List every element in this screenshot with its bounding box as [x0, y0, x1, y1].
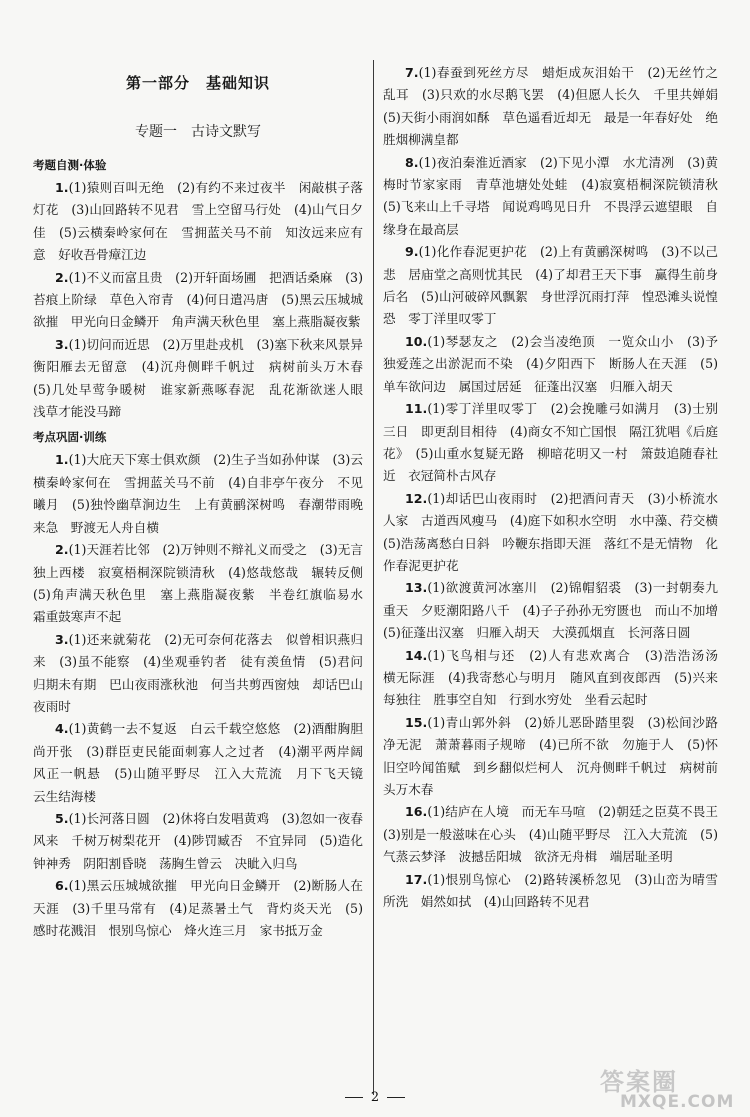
item-number: 1.: [55, 452, 69, 468]
item-number: 17.: [405, 871, 428, 887]
item-number: 2.: [55, 542, 69, 558]
item-text: (1)切问而近思 (2)万里赴戎机 (3)塞下秋来风景异 衡阳雁去无留意 (4)沉舟侧畔千帆过 病树前头万木春 (5)几处早莺争暖树 谁家新燕啄春泥 乱花渐欲迷人眼 浅草才能没马蹄: [33, 336, 376, 420]
item-text: (1)长河落日圆 (2)休将白发唱黄鸡 (3)忽如一夜春风来 千树万树梨花开 (4)陟罚臧否 不宜异同 (5)造化钟神秀 阴阳割昏晓 荡胸生曾云 决眦入归鸟: [33, 810, 363, 871]
answer-item: [383, 645, 731, 712]
item-number: 4.: [55, 721, 69, 737]
item-number: 3.: [55, 336, 69, 352]
item-text: (1)黄鹤一去不复返 白云千载空悠悠 (2)酒酣胸胆尚开张 (3)群臣吏民能面刺寡人之过者 (4)潮平两岸阔 风正一帆悬 (5)山随平野尽 江入大荒流 月下飞天镜 云生结海楼: [33, 721, 376, 804]
item-number: 11.: [405, 401, 428, 417]
answer-item: [33, 718, 376, 808]
item-number: 9.: [405, 244, 419, 260]
item-number: 10.: [405, 333, 428, 349]
answer-item: [383, 712, 718, 802]
left-column: [33, 62, 376, 942]
item-text: (1)青山郭外斜 (2)娇儿恶卧踏里裂 (3)松间沙路净无泥 萧萧暮雨子规啼 (4)已所不欲 勿施于人 (5)怀旧空吟闻笛赋 到乡翻似烂柯人 沉舟侧畔千帆过 病树前头万木春: [383, 714, 718, 797]
item-number: 15.: [405, 714, 428, 730]
item-text: (1)化作春泥更护花 (2)上有黄鹂深树鸣 (3)不以己悲 居庙堂之高则忧其民 (4)了却君王天下事 赢得生前身后名 (5)山河破碎风飘絮 身世浮沉雨打萍 惶恐滩头说惶恐 零丁洋里叹零丁: [383, 244, 718, 327]
item-text: (1)不义而富且贵 (2)开轩面场圃 把酒话桑麻 (3)苔痕上阶绿 草色入帘青 (4)何日遣冯唐 (5)黑云压城城欲摧 甲光向日金鳞开 角声满天秋色里 塞上燕脂凝夜紫: [33, 269, 363, 330]
item-text: (1)却话巴山夜雨时 (2)把酒问青天 (3)小桥流水人家 古道西风瘦马 (4)庭下如积水空明 水中藻、荇交横 (5)浩荡离愁白日斜 吟鞭东指即天涯 落红不是无情物 化作春泥更护花: [383, 490, 731, 573]
answer-item: [33, 267, 363, 334]
item-text: (1)恨别鸟惊心 (2)路转溪桥忽见 (3)山峦为晴雪所洗 娟然如拭 (4)山回路转不见君: [383, 871, 718, 910]
watermark-logo: 答案圈: [600, 1068, 678, 1096]
item-number: 8.: [405, 154, 419, 170]
item-text: (1)天涯若比邻 (2)万钟则不辩礼义而受之 (3)无言独上西楼 寂寞梧桐深院锁清秋 (4)悠哉悠哉 辗转反侧 (5)角声满天秋色里 塞上燕脂凝夜紫 半卷红旗临易水 霜重鼓寒声不起: [33, 542, 376, 625]
part-title: 第一部分 基础知识: [125, 74, 270, 92]
item-text: (1)春蚕到死丝方尽 蜡炬成灰泪始干 (2)无丝竹之乱耳 (3)只欢的水尽鹅飞罢 (4)但愿人长久 千里共婵娟 (5)天街小雨润如酥 草色遥看近却无 最是一年春好处 绝胜烟柳满皇都: [383, 65, 731, 148]
item-number: 16.: [405, 804, 428, 820]
section-heading-self-test: 考题自测·体验: [33, 158, 107, 172]
answer-item: [383, 241, 718, 331]
item-text: (1)还来就菊花 (2)无可奈何花落去 似曾相识燕归来 (3)虽不能察 (4)坐观垂钓者 徒有羡鱼情 (5)君问归期未有期 巴山夜雨涨秋池 何当共剪西窗烛 却话巴山夜雨时: [33, 631, 363, 714]
item-number: 2.: [55, 269, 69, 285]
item-text: (1)欲渡黄河冰塞川 (2)锦帽貂裘 (3)一封朝奏九重天 夕贬潮阳路八千 (4)子子孙孙无穷匮也 而山不加增 (5)征蓬出汉塞 归雁入胡天 大漠孤烟直 长河落日圆: [383, 580, 731, 641]
answer-item: [383, 62, 731, 152]
answer-item: [383, 331, 718, 398]
dash-right: [387, 1097, 405, 1098]
item-number: 7.: [405, 65, 419, 80]
answer-item: [33, 177, 363, 267]
item-number: 1.: [55, 180, 69, 195]
watermark-url: MXQE.COM: [620, 1092, 735, 1112]
answer-item: [33, 539, 376, 629]
answer-item: [33, 449, 363, 539]
dash-left: [345, 1097, 363, 1098]
answer-item: [383, 152, 731, 242]
answer-item: [383, 398, 718, 488]
answer-item: [383, 801, 731, 868]
item-text: (1)零丁洋里叹零丁 (2)会挽雕弓如满月 (3)士别三日 即更刮目相待 (4)商女不知亡国恨 隔江犹唱《后庭花》 (5)山重水复疑无路 柳暗花明又一村 箫鼓追随春社近 衣冠简朴古风存: [383, 401, 718, 484]
answer-item: [33, 875, 363, 942]
item-number: 3.: [55, 631, 69, 647]
right-column: [383, 62, 731, 913]
watermark: [600, 1062, 740, 1112]
item-text: (1)大庇天下寒士俱欢颜 (2)生子当如孙仲谋 (3)云横秦岭家何在 雪拥蓝关马不前 (4)自非亭午夜分 不见曦月 (5)独怜幽草涧边生 上有黄鹂深树鸣 春潮带雨晚来急 野渡无人舟自横: [33, 452, 363, 535]
item-text: (1)黑云压城城欲摧 甲光向日金鳞开 (2)断肠人在天涯 (3)千里马常有 (4)足蒸暑土气 背灼炎天光 (5)感时花溅泪 恨别鸟惊心 烽火连三月 家书抵万金: [33, 878, 363, 938]
answer-item: [383, 577, 731, 644]
answer-item: [33, 808, 363, 875]
topic-title: 专题一 古诗文默写: [135, 124, 261, 140]
answer-item: [33, 334, 376, 424]
page-number-text: 2: [370, 1090, 380, 1105]
answer-item: [33, 629, 363, 719]
item-number: 6.: [55, 878, 69, 894]
item-text: (1)夜泊秦淮近酒家 (2)下见小潭 水尤清冽 (3)黄梅时节家家雨 青草池塘处处蛙 (4)寂寞梧桐深院锁清秋 (5)飞来山上千寻塔 闻说鸡鸣见日升 不畏浮云遮望眼 自缘身在最高层: [383, 154, 731, 237]
item-number: 13.: [405, 580, 428, 596]
item-number: 14.: [405, 647, 428, 663]
answer-item: [383, 488, 731, 578]
item-text: (1)琴瑟友之 (2)会当凌绝顶 一览众山小 (3)予独爱莲之出淤泥而不染 (4)夕阳西下 断肠人在天涯 (5)单车欲问边 属国过居延 征蓬出汉塞 归雁入胡天: [383, 333, 718, 394]
item-number: 5.: [55, 810, 69, 826]
item-number: 12.: [405, 490, 428, 506]
section-heading-training: 考点巩固·训练: [33, 430, 107, 445]
answer-item: [383, 869, 718, 914]
item-text: (1)结庐在人境 而无车马喧 (2)朝廷之臣莫不畏王 (3)别是一般滋味在心头 (4)山随平野尽 江入大荒流 (5)气蒸云梦泽 波撼岳阳城 欲济无舟楫 端居耻圣明: [383, 804, 731, 865]
item-text: (1)飞鸟相与还 (2)人有悲欢离合 (3)浩浩汤汤 横无际涯 (4)我寄愁心与明月 随风直到夜郎西 (5)兴来每独往 胜事空自知 行到水穷处 坐看云起时: [383, 647, 731, 708]
item-text: (1)猿则百叫无绝 (2)有约不来过夜半 闲敲棋子落灯花 (3)山回路转不见君 雪上空留马行处 (4)山气日夕佳 (5)云横秦岭家何在 雪拥蓝关马不前 知汝远来应有意 好收吾骨瘴江边: [33, 180, 363, 263]
